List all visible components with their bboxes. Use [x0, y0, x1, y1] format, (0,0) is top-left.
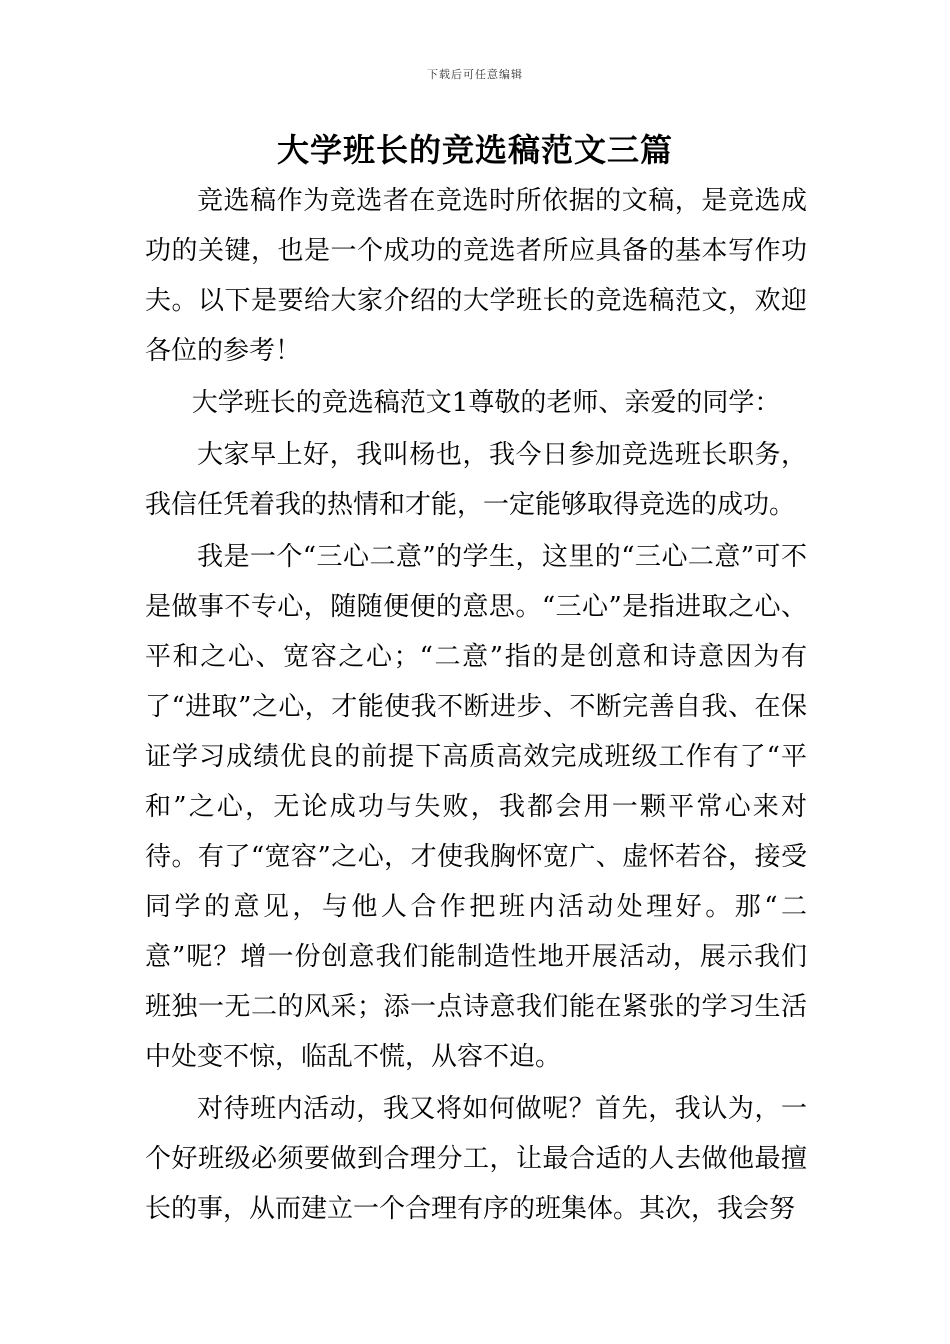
header-note: 下载后可任意编辑 [427, 68, 523, 81]
paragraph-speech-heading: 大学班长的竞选稿范文1尊敬的老师、亲爱的同学： [191, 388, 781, 418]
paragraph-class-activities: 对待班内活动，我又将如何做呢？首先，我认为，一个好班级必须要做到合理分工，让最合适的人去做他最擅长的事，从而建立一个合理有序的班集体。其次，我会努 [145, 1094, 807, 1224]
document-body [145, 176, 807, 1234]
document-title: 大学班长的竞选稿范文三篇 [276, 131, 673, 169]
paragraph-intro: 竞选稿作为竞选者在竞选时所依据的文稿，是竞选成功的关键，也是一个成功的竞选者所应具备的基本写作功夫。以下是要给大家介绍的大学班长的竞选稿范文，欢迎各位的参考！ [145, 186, 807, 366]
paragraph-greeting: 大家早上好，我叫杨也，我今日参加竞选班长职务，我信任凭着我的热情和才能，一定能够取得竞选的成功。 [145, 440, 807, 520]
paragraph-three-hearts: 我是一个“三心二意”的学生，这里的“三心二意”可不是做事不专心，随随便便的意思。“三心”是指进取之心、平和之心、宽容之心；“二意”指的是创意和诗意因为有了“进取”之心，才能使我不断进步、不断完善自我、在保证学习成绩优良的前提下高质高效完成班级工作有了“平和”之心，无论成功与失败，我都会用一颗平常心来对待。有了“宽容”之心，才使我胸怀宽广、虚怀若谷，接受同学的意见，与他人合作把班内活动处理好。那“二意”呢？增一份创意我们能制造性地开展活动，展示我们班独一无二的风采；添一点诗意我们能在紧张的学习生活中处变不惊，临乱不慌，从容不迫。 [145, 542, 807, 1072]
